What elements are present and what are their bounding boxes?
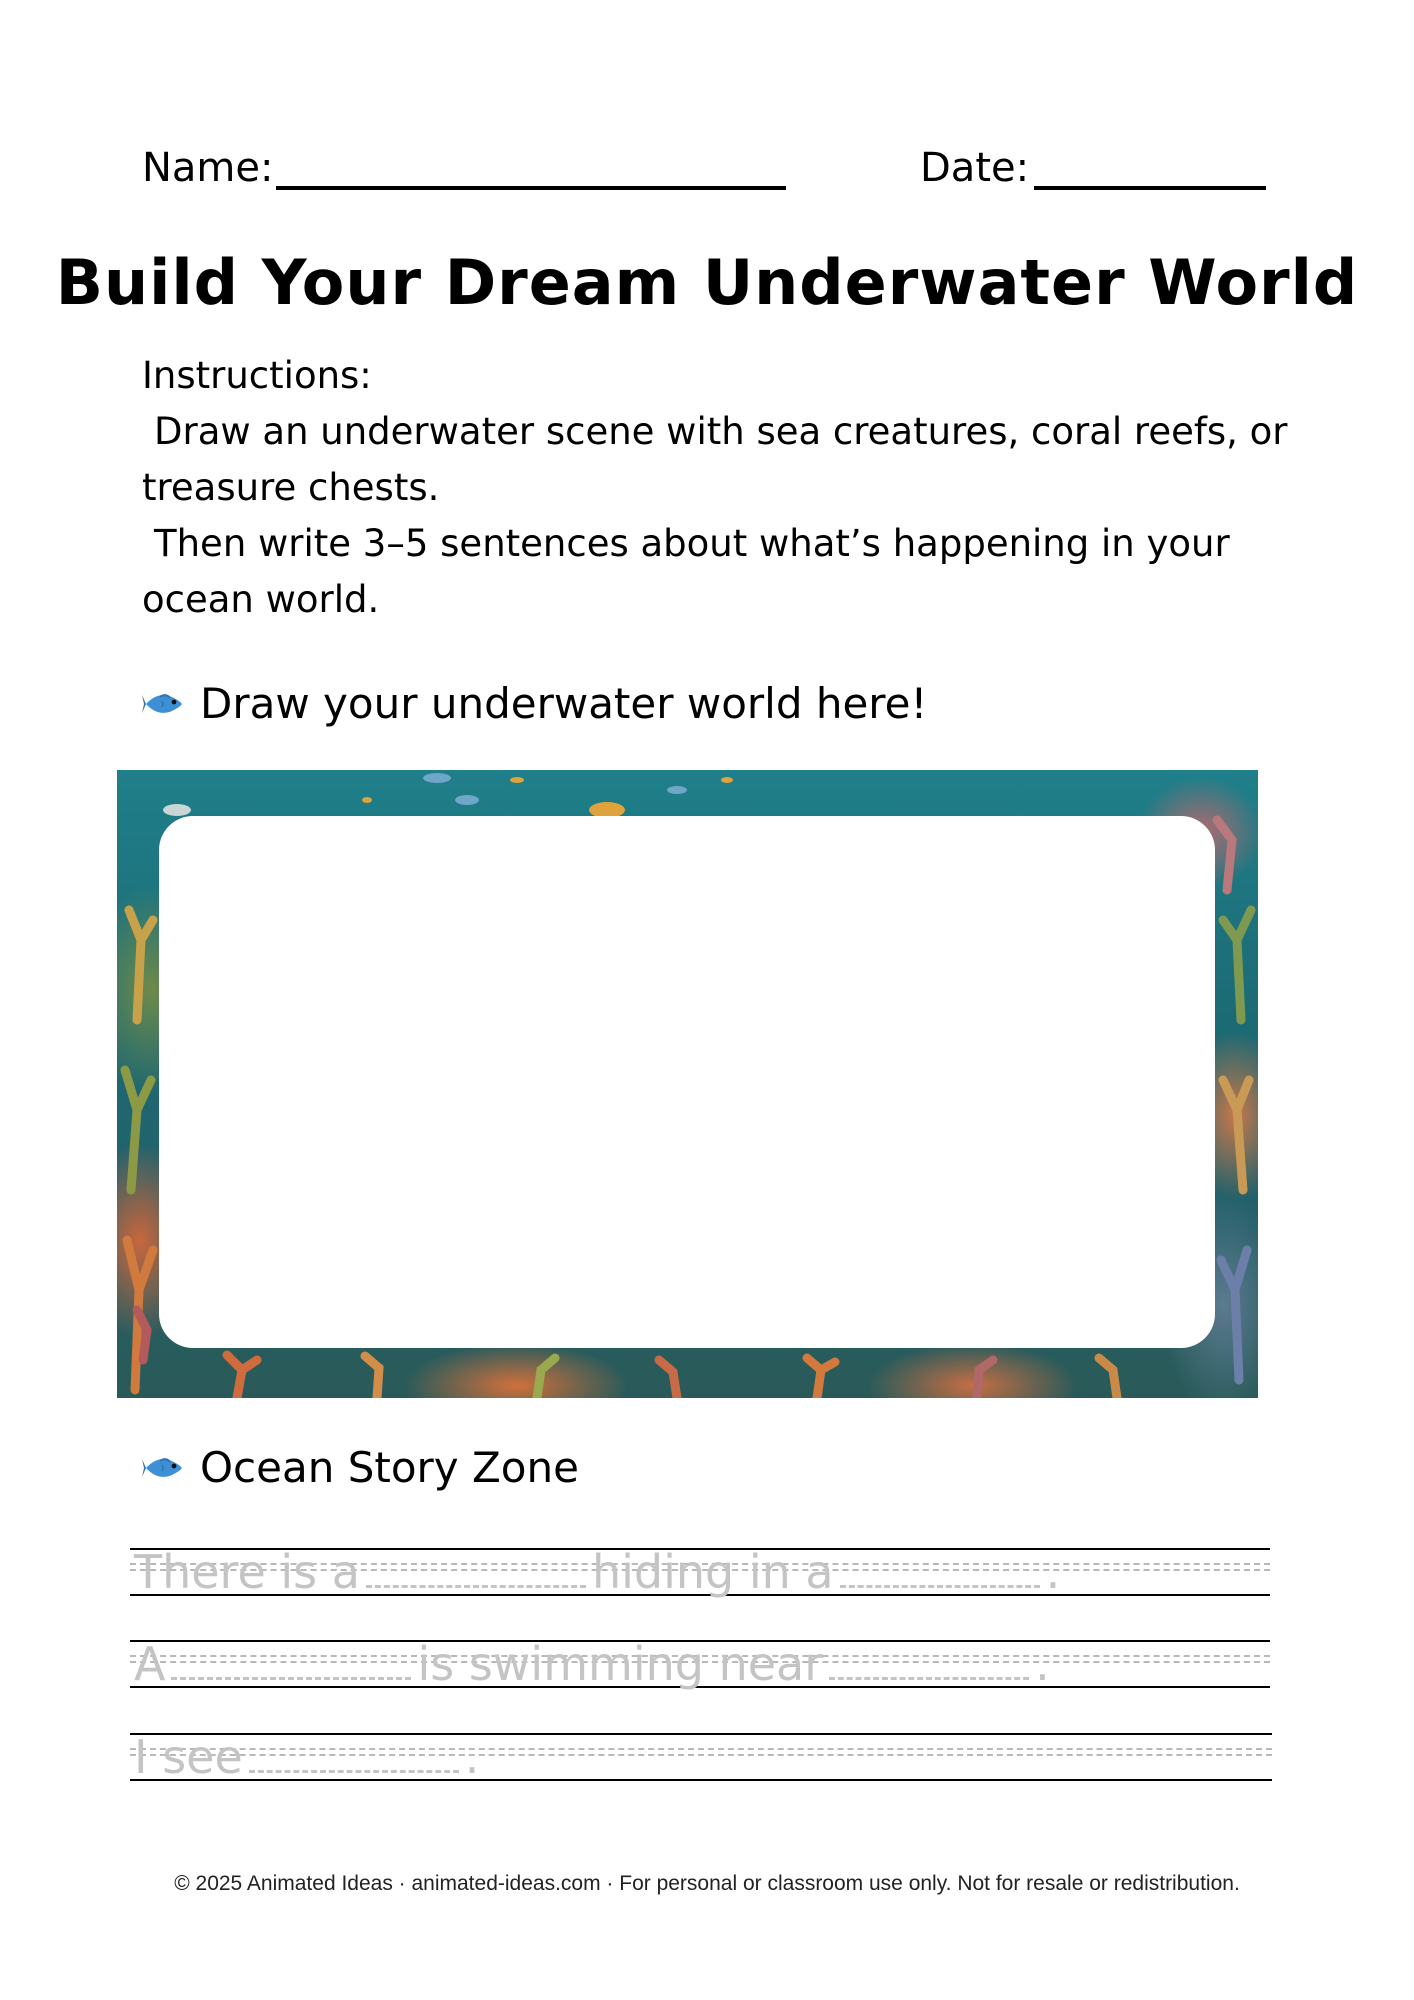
- fish-icon: [142, 689, 186, 719]
- trace-text: .: [1045, 1545, 1061, 1599]
- writing-line[interactable]: [130, 1637, 1270, 1734]
- instruction-line: Then write 3–5 sentences about what’s happening in your ocean world.: [142, 522, 1230, 621]
- draw-section-heading: [142, 674, 927, 734]
- blank-space[interactable]: [171, 1677, 411, 1680]
- draw-section-label: Draw your underwater world here!: [200, 679, 928, 728]
- date-label: Date:: [920, 145, 1030, 191]
- trace-text: .: [1035, 1637, 1050, 1691]
- page-title: Build Your Dream Underwater World: [55, 246, 1359, 319]
- blank-space[interactable]: [366, 1585, 586, 1588]
- drawing-frame: [117, 770, 1258, 1398]
- instruction-line: Draw an underwater scene with sea creatures, coral reefs, or treasure chests.: [142, 410, 1288, 509]
- name-field[interactable]: [276, 186, 786, 190]
- story-section-label: Ocean Story Zone: [200, 1443, 579, 1492]
- copyright-footer: © 2025 Animated Ideas · animated-ideas.com · For personal or classroom use only. Not for resale or redistribution.: [174, 1872, 1240, 1895]
- trace-prompt: [134, 1545, 1061, 1599]
- trace-text: hiding in a: [591, 1545, 834, 1599]
- trace-prompt: [134, 1637, 1050, 1691]
- trace-text: There is a: [134, 1545, 360, 1599]
- instructions-heading: Instructions:: [142, 354, 372, 397]
- trace-text: is swimming near: [417, 1637, 824, 1691]
- trace-prompt: [134, 1730, 480, 1784]
- name-label: Name:: [142, 145, 274, 191]
- blank-space[interactable]: [249, 1770, 459, 1773]
- trace-text: I see: [134, 1730, 243, 1784]
- blank-space[interactable]: [840, 1585, 1040, 1588]
- writing-line[interactable]: [130, 1730, 1272, 1827]
- writing-line[interactable]: [130, 1545, 1270, 1642]
- trace-text: A: [134, 1637, 166, 1691]
- story-section-heading: [142, 1438, 579, 1498]
- date-field[interactable]: [1034, 186, 1266, 190]
- drawing-area[interactable]: [159, 816, 1215, 1348]
- trace-text: .: [464, 1730, 480, 1784]
- blank-space[interactable]: [829, 1677, 1029, 1680]
- fish-icon: [142, 1453, 186, 1483]
